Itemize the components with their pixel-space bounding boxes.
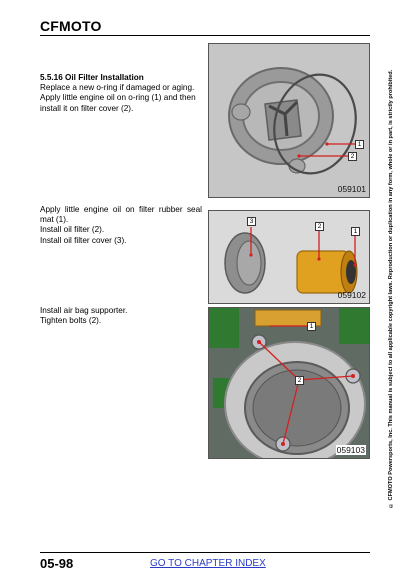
chapter-index-link[interactable]: GO TO CHAPTER INDEX xyxy=(150,558,266,569)
instruction-line: Apply little engine oil on filter rubber seal mat (1). xyxy=(40,205,202,225)
instruction-block-2 xyxy=(40,205,202,246)
figure-code: 059102 xyxy=(337,290,366,300)
copyright-notice: © CFMOTO Powersports, Inc. This manual is subject to all applicable copyright laws. Reproduction or duplication in any form, whole or in part, is strictly prohibited. xyxy=(388,69,394,508)
figure-bag-supporter-drawing xyxy=(209,308,370,459)
instruction-line: Replace a new o-ring if damaged or aging. xyxy=(40,83,195,93)
callout-label: 1 xyxy=(351,227,360,236)
section-title: 5.5.16 Oil Filter Installation xyxy=(40,73,144,82)
figure-oring-cover-drawing xyxy=(209,44,370,198)
instruction-line: Apply little engine oil on o-ring (1) and then install it on filter cover (2). xyxy=(40,93,196,113)
callout-label: 2 xyxy=(315,222,324,231)
callout-label: 3 xyxy=(247,217,256,226)
figure-code: 059103 xyxy=(336,445,365,455)
callout-label: 2 xyxy=(348,152,357,161)
figure-oring-cover xyxy=(208,43,370,198)
brand-logo: CFMOTO xyxy=(40,18,102,34)
instruction-line: Tighten bolts (2). xyxy=(40,316,102,326)
page-number: 05-98 xyxy=(40,556,74,571)
instruction-block-1 xyxy=(40,73,205,114)
figure-code: 059101 xyxy=(337,184,366,194)
figure-oil-filter xyxy=(208,210,370,304)
header-rule xyxy=(40,35,370,36)
instruction-line: Install air bag supporter. xyxy=(40,306,128,315)
instruction-block-3 xyxy=(40,306,205,326)
instruction-line: Install oil filter cover (3). xyxy=(40,235,127,245)
instruction-line: Install oil filter (2). xyxy=(40,225,105,235)
callout-label: 2 xyxy=(295,376,304,385)
callout-label: 1 xyxy=(355,140,364,149)
figure-bag-supporter xyxy=(208,307,370,459)
callout-label: 1 xyxy=(307,322,316,331)
footer-rule xyxy=(40,552,370,553)
